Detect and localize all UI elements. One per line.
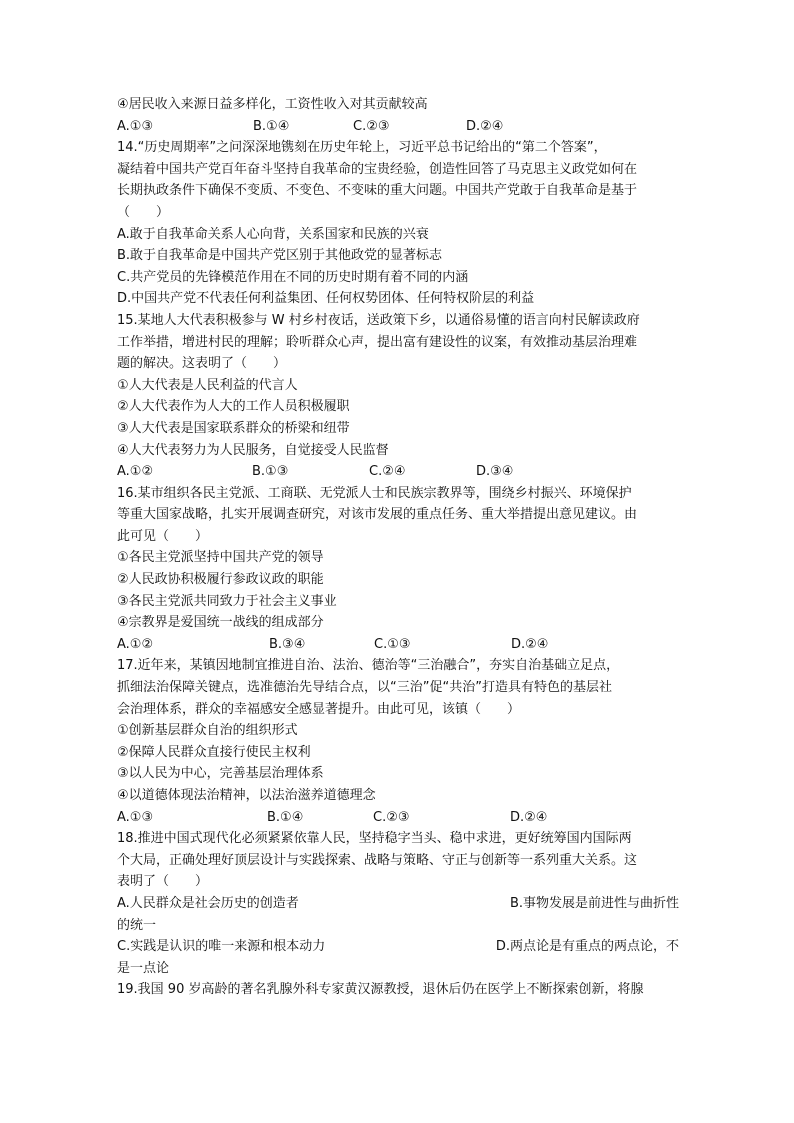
q13-option-c[interactable]: C.②③ xyxy=(353,118,390,134)
q16-option-c[interactable]: C.①③ xyxy=(374,636,411,652)
exam-page xyxy=(117,94,679,1001)
q15-stem-line-3: 题的解决。这表明了（ ） xyxy=(117,356,287,372)
q17-item-3: ③以人民为中心，完善基层治理体系 xyxy=(117,766,324,782)
q18-option-c[interactable]: C.实践是认识的唯一来源和根本动力 xyxy=(117,939,326,955)
q15-stem-line-2: 工作举措，增进村民的理解；聆听群众心声，提出富有建设性的议案，有效推动基层治理难 xyxy=(117,334,638,350)
q17-option-b[interactable]: B.①④ xyxy=(267,809,304,825)
q14-option-d[interactable]: D.中国共产党不代表任何利益集团、任何权势团体、任何特权阶层的利益 xyxy=(117,291,535,307)
q15-stem-line-1: 15.某地人大代表积极参与 W 村乡村夜话，送政策下乡，以通俗易懂的语言向村民解读政府 xyxy=(117,312,640,328)
q16-item-2: ②人民政协积极履行参政议政的职能 xyxy=(117,572,324,588)
q16-stem-line-1: 16.某市组织各民主党派、工商联、无党派人士和民族宗教界等，围绕乡村振兴、环境保护 xyxy=(117,485,632,501)
q16-item-3: ③各民主党派共同致力于社会主义事业 xyxy=(117,593,337,609)
q18-option-d[interactable]: D.两点论是有重点的两点论，不 xyxy=(495,939,679,955)
q14-stem-line-4: （ ） xyxy=(117,204,170,220)
q18-option-b[interactable]: B.事物发展是前进性与曲折性 xyxy=(509,895,679,911)
q18-option-d-continued: 是一点论 xyxy=(117,960,170,976)
q18-options-row-2 xyxy=(117,936,679,958)
q16-item-1: ①各民主党派坚持中国共产党的领导 xyxy=(117,550,324,566)
q15-item-2: ②人大代表作为人大的工作人员积极履职 xyxy=(117,399,350,415)
q17-options xyxy=(117,807,679,829)
q14-stem-line-3: 长期执政条件下确保不变质、不变色、不变味的重大问题。中国共产党敢于自我革命是基于 xyxy=(117,183,638,199)
q14-option-a[interactable]: A.敢于自我革命关系人心向背，关系国家和民族的兴衰 xyxy=(117,226,429,242)
q15-options xyxy=(117,461,679,483)
q15-option-a[interactable]: A.①② xyxy=(117,464,154,480)
q13-option-a[interactable]: A.①③ xyxy=(117,118,154,134)
q14-stem-line-2: 凝结着中国共产党百年奋斗坚持自我革命的宝贵经验，创造性回答了马克思主义政党如何在 xyxy=(117,161,638,177)
q17-item-1: ①创新基层群众自治的组织形式 xyxy=(117,723,298,739)
q17-option-d[interactable]: D.②④ xyxy=(510,809,548,825)
q18-stem-line-3: 表明了（ ） xyxy=(117,874,209,890)
q15-option-d[interactable]: D.③④ xyxy=(476,464,514,480)
q15-item-3: ③人大代表是国家联系群众的桥梁和纽带 xyxy=(117,420,350,436)
q13-option-d[interactable]: D.②④ xyxy=(466,118,504,134)
q17-item-2: ②保障人民群众直接行使民主权利 xyxy=(117,744,311,760)
q14-stem-line-1: 14.“历史周期率”之问深深地镌刻在历史年轮上，习近平总书记给出的“第二个答案”， xyxy=(117,140,607,156)
q16-stem-line-3: 此可见（ ） xyxy=(117,528,209,544)
q19-stem-line-1: 19.我国 90 岁高龄的著名乳腺外科专家黄汉源教授，退休后仍在医学上不断探索创新，将腺 xyxy=(117,982,644,998)
q15-item-4: ④人大代表努力为人民服务，自觉接受人民监督 xyxy=(117,442,389,458)
q13-options xyxy=(117,116,679,138)
q16-option-a[interactable]: A.①② xyxy=(117,636,154,652)
q18-option-a[interactable]: A.人民群众是社会历史的创造者 xyxy=(117,895,299,911)
q18-options-row-1 xyxy=(117,893,679,915)
q17-stem-line-2: 抓细法治保障关键点，选准德治先导结合点，以“三治”促“共治”打造具有特色的基层社 xyxy=(117,680,612,696)
q17-item-4: ④以道德体现法治精神，以法治滋养道德理念 xyxy=(117,788,376,803)
q18-stem-line-1: 18.推进中国式现代化必须紧紧依靠人民，坚持稳字当头、稳中求进，更好统筹国内国际两 xyxy=(117,831,632,847)
q13-option-b[interactable]: B.①④ xyxy=(253,118,290,134)
q17-option-a[interactable]: A.①③ xyxy=(117,809,154,825)
q16-options xyxy=(117,634,679,656)
q16-item-4: ④宗教界是爱国统一战线的组成部分 xyxy=(117,615,324,631)
q17-stem-line-3: 会治理体系，群众的幸福感安全感显著提升。由此可见，该镇（ ） xyxy=(117,701,521,717)
q17-stem-line-1: 17.近年来，某镇因地制宜推进自治、法治、德治等“三治融合”，夯实自治基础立足点， xyxy=(117,658,620,674)
q16-option-b[interactable]: B.③④ xyxy=(269,636,306,652)
q18-option-b-continued: 的统一 xyxy=(117,917,157,933)
q14-option-b[interactable]: B.敢于自我革命是中国共产党区别于其他政党的显著标志 xyxy=(117,248,443,264)
q17-option-c[interactable]: C.②③ xyxy=(373,809,410,825)
q15-item-1: ①人大代表是人民利益的代言人 xyxy=(117,377,298,393)
q13-item-4: ④居民收入来源日益多样化，工资性收入对其贡献较高 xyxy=(117,97,428,112)
q15-option-b[interactable]: B.①③ xyxy=(252,464,289,480)
q14-option-c[interactable]: C.共产党员的先锋模范作用在不同的历史时期有着不同的内涵 xyxy=(117,269,469,285)
q16-stem-line-2: 等重大国家战略，扎实开展调查研究，对该市发展的重点任务、重大举措提出意见建议。由 xyxy=(117,507,638,523)
q16-option-d[interactable]: D.②④ xyxy=(511,636,549,652)
q15-option-c[interactable]: C.②④ xyxy=(369,464,406,480)
q18-stem-line-2: 个大局，正确处理好顶层设计与实践探索、战略与策略、守正与创新等一系列重大关系。这 xyxy=(117,852,638,868)
